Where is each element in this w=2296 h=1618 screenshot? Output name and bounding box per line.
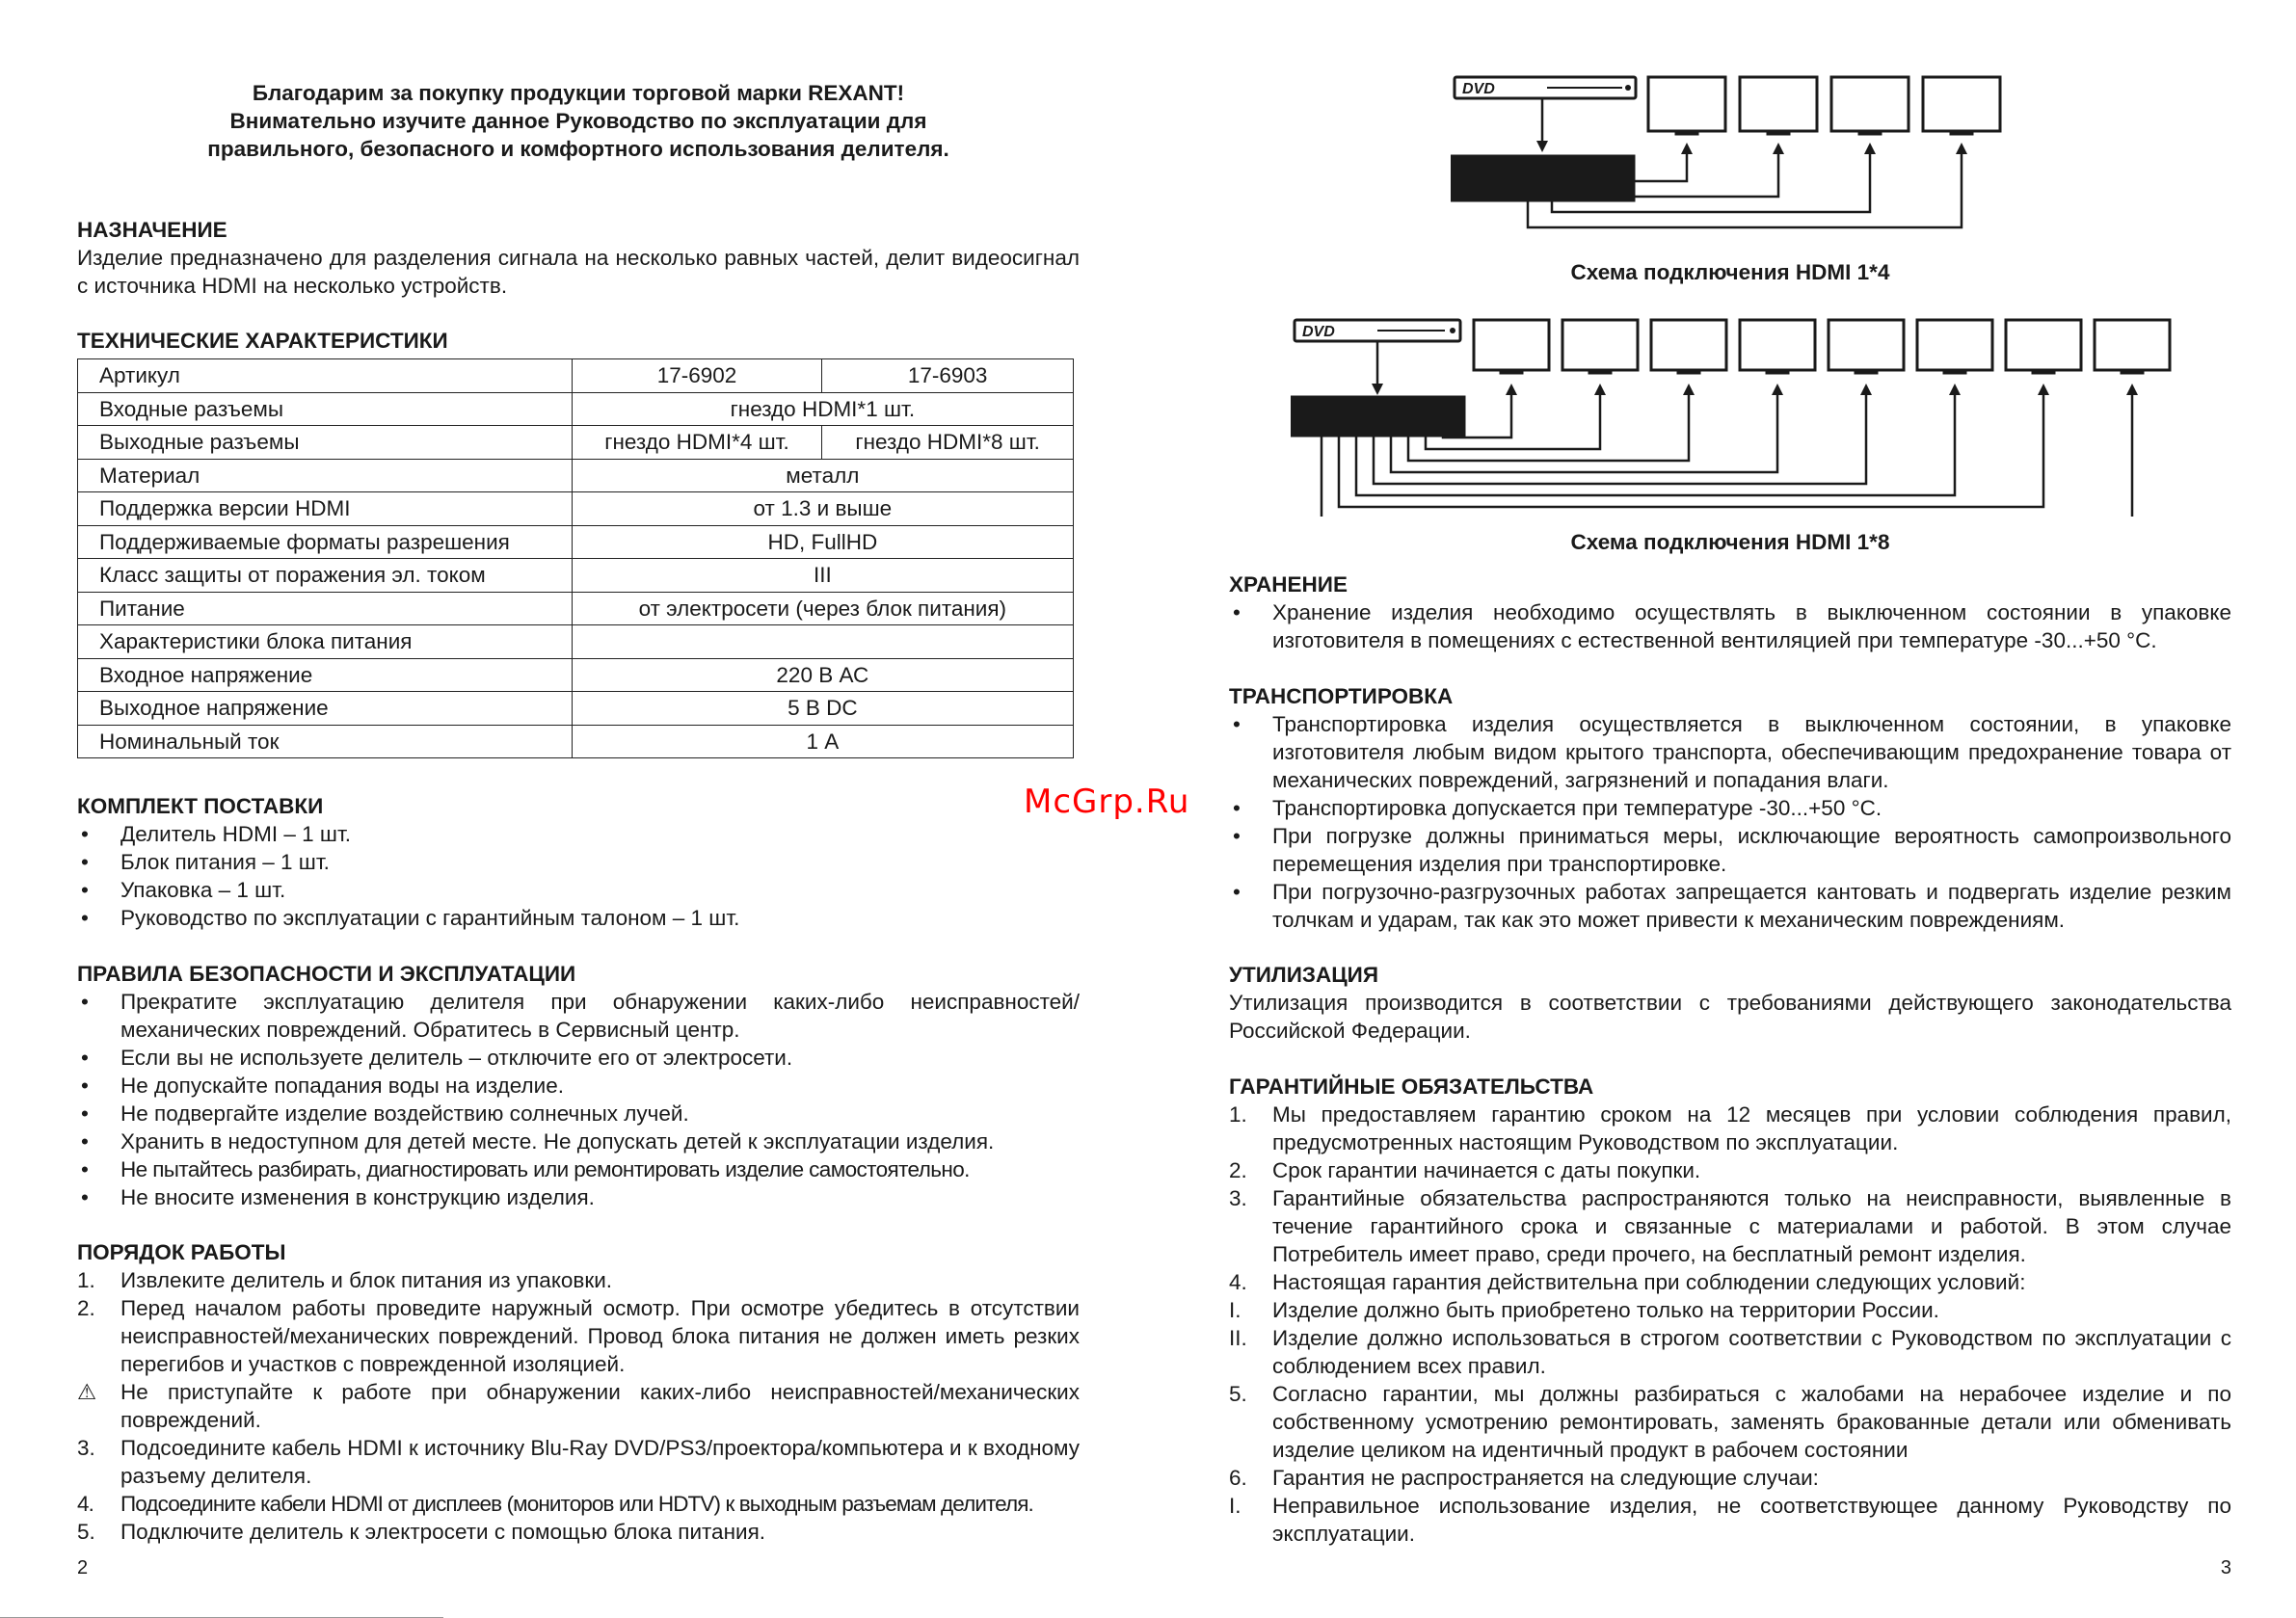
list-item: • Транспортировка изделия осуществляется в выключенном состоянии, в упаковке изготовителя любым видом крытого транспорта, обеспечивающим предохранение товара от механических повреждений, загрязнений и попадания влаги. — [1229, 710, 2231, 794]
diagram-caption-1x8: Схема подключения HDMI 1*8 — [1570, 530, 1890, 554]
list-item: • Если вы не используете делитель – отключите его от электросети. — [77, 1044, 1080, 1072]
list-item: • Не пытайтесь разбирать, диагностировать или ремонтировать изделие самостоятельно. — [77, 1155, 1080, 1183]
splitter-box-icon — [1451, 156, 1634, 200]
list-item: • Хранить в недоступном для детей месте. Не допускать детей к эксплуатации изделия. — [77, 1127, 1080, 1155]
spec-label: Материал — [78, 459, 573, 492]
list-item: • Прекратите эксплуатацию делителя при обнаружении каких-либо неисправностей/ механических повреждений. Обратитесь в Сервисный центр. — [77, 988, 1080, 1044]
spec-label: Выходное напряжение — [78, 692, 573, 726]
table-row — [78, 592, 1074, 625]
table-row — [78, 459, 1074, 492]
table-row — [78, 658, 1074, 692]
spec-label: Характеристики блока питания — [78, 625, 573, 659]
monitor-icon — [1648, 77, 1725, 131]
monitor-icon — [1917, 320, 1992, 370]
storage-section — [1229, 570, 2231, 654]
operation-list — [77, 1266, 1080, 1546]
table-row — [78, 392, 1074, 426]
table-row — [78, 692, 1074, 726]
table-row — [78, 725, 1074, 758]
list-item: • Делитель HDMI – 1 шт. — [77, 820, 1080, 848]
list-item: I. Изделие должно быть приобретено только на территории России. — [1229, 1298, 1939, 1322]
specs-title: ТЕХНИЧЕСКИЕ ХАРАКТЕРИСТИКИ — [77, 329, 448, 353]
hdmi-1x8-diagram — [1291, 314, 2206, 517]
spec-value: 5 В DC — [572, 692, 1073, 726]
storage-title: ХРАНЕНИЕ — [1229, 572, 1348, 597]
spec-value: металл — [572, 459, 1073, 492]
storage-list — [1229, 598, 2231, 654]
list-item: I. Неправильное использование изделия, не соответствующее данному Руководству по эксплуатации. — [1229, 1494, 2231, 1546]
monitor-icon — [1923, 77, 2000, 131]
list-item: • Хранение изделия необходимо осуществлять в выключенном состоянии в упаковке изготовителя в помещениях с естественной вентиляцией при температуре -30...+50 °С. — [1229, 598, 2231, 654]
monitor-icon — [1740, 320, 1815, 370]
transport-section — [1229, 682, 2231, 934]
watermark: McGrp.Ru — [1024, 782, 1190, 821]
list-item: 2. Срок гарантии начинается с даты покупки. — [1229, 1158, 1701, 1182]
spec-value — [572, 625, 1073, 659]
list-item: • При погрузочно-разгрузочных работах запрещается кантовать и подвергать изделие резким толчкам и ударам, так как это может привести к механическим повреждениям. — [1229, 878, 2231, 934]
spec-value: от 1.3 и выше — [572, 492, 1073, 526]
spec-label: Питание — [78, 592, 573, 625]
warranty-section — [1229, 1073, 2231, 1548]
monitor-icon — [1829, 320, 1904, 370]
monitor-icon — [1474, 320, 1549, 370]
list-item: 5. Подключите делитель к электросети с помощью блока питания. — [77, 1520, 766, 1544]
spec-label: Входное напряжение — [78, 658, 573, 692]
page-number: 3 — [2220, 1557, 2231, 1578]
dvd-label: DVD — [1462, 81, 1495, 97]
list-item: 3. Гарантийные обязательства распространяются только на неисправности, выявленные в течение гарантийного срока и связанные с материалами и работой. В этом случае Потребитель имеет право, среди прочего, на бесплатный ремонт изделия. — [1229, 1186, 2231, 1266]
safety-list — [77, 988, 1080, 1211]
warning-icon: ⚠ — [77, 1380, 97, 1404]
list-item: 5. Согласно гарантии, мы должны разбираться с жалобами на нерабочее изделие и по собственному усмотрению ремонтировать, заменять бракованные детали или обменивать изделие целиком на идентичный продукт в рабочем состоянии — [1229, 1382, 2231, 1462]
table-row — [78, 525, 1074, 559]
disposal-section — [1229, 961, 2231, 1045]
list-item: • При погрузке должны приниматься меры, исключающие вероятность самопроизвольного перемещения изделия при транспортировке. — [1229, 822, 2231, 878]
spec-label: Выходные разъемы — [78, 426, 573, 460]
dvd-label: DVD — [1302, 324, 1335, 340]
spec-value: гнездо HDMI*4 шт. — [572, 426, 822, 460]
purpose-text: Изделие предназначено для разделения сигнала на несколько равных частей, делит видеосигнал с источника HDMI на несколько устройств. — [77, 246, 1080, 298]
monitor-icon — [1562, 320, 1638, 370]
table-row — [78, 559, 1074, 593]
hdmi-1x4-diagram — [1451, 73, 2222, 247]
list-item: • Не подвергайте изделие воздействию солнечных лучей. — [77, 1100, 1080, 1127]
spec-label: Артикул — [78, 359, 573, 393]
operation-title: ПОРЯДОК РАБОТЫ — [77, 1240, 286, 1264]
monitor-icon — [1651, 320, 1726, 370]
disposal-title: УТИЛИЗАЦИЯ — [1229, 963, 1378, 987]
left-page — [77, 0, 1080, 1618]
table-row — [78, 426, 1074, 460]
kit-list — [77, 820, 1080, 932]
spec-value: 1 А — [572, 725, 1073, 758]
list-item: • Блок питания – 1 шт. — [77, 848, 1080, 876]
safety-title: ПРАВИЛА БЕЗОПАСНОСТИ И ЭКСПЛУАТАЦИИ — [77, 962, 576, 986]
warranty-list — [1229, 1101, 2231, 1548]
purpose-section — [77, 216, 1080, 300]
spec-value: 17-6902 — [572, 359, 822, 393]
list-item: II. Изделие должно использоваться в строгом соответствии с Руководством по эксплуатации с соблюдением всех правил. — [1229, 1326, 2231, 1378]
specs-table — [77, 358, 1074, 758]
spec-label: Поддерживаемые форматы разрешения — [78, 525, 573, 559]
list-item: 3. Подсоедините кабель HDMI к источнику Blu-Ray DVD/PS3/проектора/компьютера и к входному разъему делителя. — [77, 1436, 1080, 1488]
list-item: • Не вносите изменения в конструкцию изделия. — [77, 1183, 1080, 1211]
spec-label: Поддержка версии HDMI — [78, 492, 573, 526]
monitor-icon — [2006, 320, 2081, 370]
spec-value: 17-6903 — [822, 359, 1074, 393]
spec-label: Класс защиты от поражения эл. током — [78, 559, 573, 593]
kit-title: КОМПЛЕКТ ПОСТАВКИ — [77, 794, 324, 818]
purpose-title: НАЗНАЧЕНИЕ — [77, 218, 227, 242]
list-item: 2. Перед началом работы проведите наружный осмотр. При осмотре убедитесь в отсутствии неисправностей/механических повреждений. Провод блока питания не должен иметь резких перегибов и участков с поврежденной изоляцией. — [77, 1296, 1080, 1376]
spec-value: III — [572, 559, 1073, 593]
table-row — [78, 625, 1074, 659]
list-item: ⚠ Не приступайте к работе при обнаружении каких-либо неисправностей/механических повреждений. — [77, 1380, 1080, 1432]
monitor-icon — [2095, 320, 2170, 370]
kit-section — [77, 792, 1080, 932]
intro-text: Благодарим за покупку продукции торговой марки REXANT! Внимательно изучите данное Руководство по эксплуатации для правильного, безопасного и комфортного использования делителя. — [207, 81, 949, 161]
list-item: 1. Извлеките делитель и блок питания из упаковки. — [77, 1268, 613, 1292]
list-item: • Руководство по эксплуатации с гарантийным талоном – 1 шт. — [77, 904, 1080, 932]
spec-value: от электросети (через блок питания) — [572, 592, 1073, 625]
list-item: 4. Подсоедините кабели HDMI от дисплеев (мониторов или HDTV) к выходным разъемам делителя. — [77, 1492, 1033, 1516]
spec-value: 220 В АС — [572, 658, 1073, 692]
list-item: • Упаковка – 1 шт. — [77, 876, 1080, 904]
diagram-caption-1x4: Схема подключения HDMI 1*4 — [1570, 260, 1890, 284]
list-item: 4. Настоящая гарантия действительна при соблюдении следующих условий: — [1229, 1270, 2026, 1294]
right-page — [1229, 0, 2231, 1618]
disposal-text: Утилизация производится в соответствии с требованиями действующего законодательства Российской Федерации. — [1229, 991, 2231, 1043]
spec-value: гнездо HDMI*8 шт. — [822, 426, 1074, 460]
specs-section — [77, 327, 1080, 758]
monitor-icon — [1831, 77, 1909, 131]
transport-list — [1229, 710, 2231, 934]
spec-label: Номинальный ток — [78, 725, 573, 758]
spec-value: гнездо HDMI*1 шт. — [572, 392, 1073, 426]
transport-title: ТРАНСПОРТИРОВКА — [1229, 684, 1454, 708]
list-item: • Не допускайте попадания воды на изделие. — [77, 1072, 1080, 1100]
safety-section — [77, 960, 1080, 1211]
spec-value: HD, FullHD — [572, 525, 1073, 559]
table-row — [78, 359, 1074, 393]
operation-section — [77, 1238, 1080, 1546]
list-item: • Транспортировка допускается при температуре -30...+50 °С. — [1229, 794, 2231, 822]
page-number: 2 — [77, 1557, 89, 1578]
table-row — [78, 492, 1074, 526]
warranty-title: ГАРАНТИЙНЫЕ ОБЯЗАТЕЛЬСТВА — [1229, 1074, 1594, 1099]
splitter-box-icon — [1291, 397, 1464, 436]
spec-label: Входные разъемы — [78, 392, 573, 426]
list-item: 1. Мы предоставляем гарантию сроком на 12 месяцев при условии соблюдения правил, предусмотренных настоящим Руководством по эксплуатации. — [1229, 1102, 2231, 1154]
monitor-icon — [1740, 77, 1817, 131]
list-item: 6. Гарантия не распространяется на следующие случаи: — [1229, 1466, 1819, 1490]
